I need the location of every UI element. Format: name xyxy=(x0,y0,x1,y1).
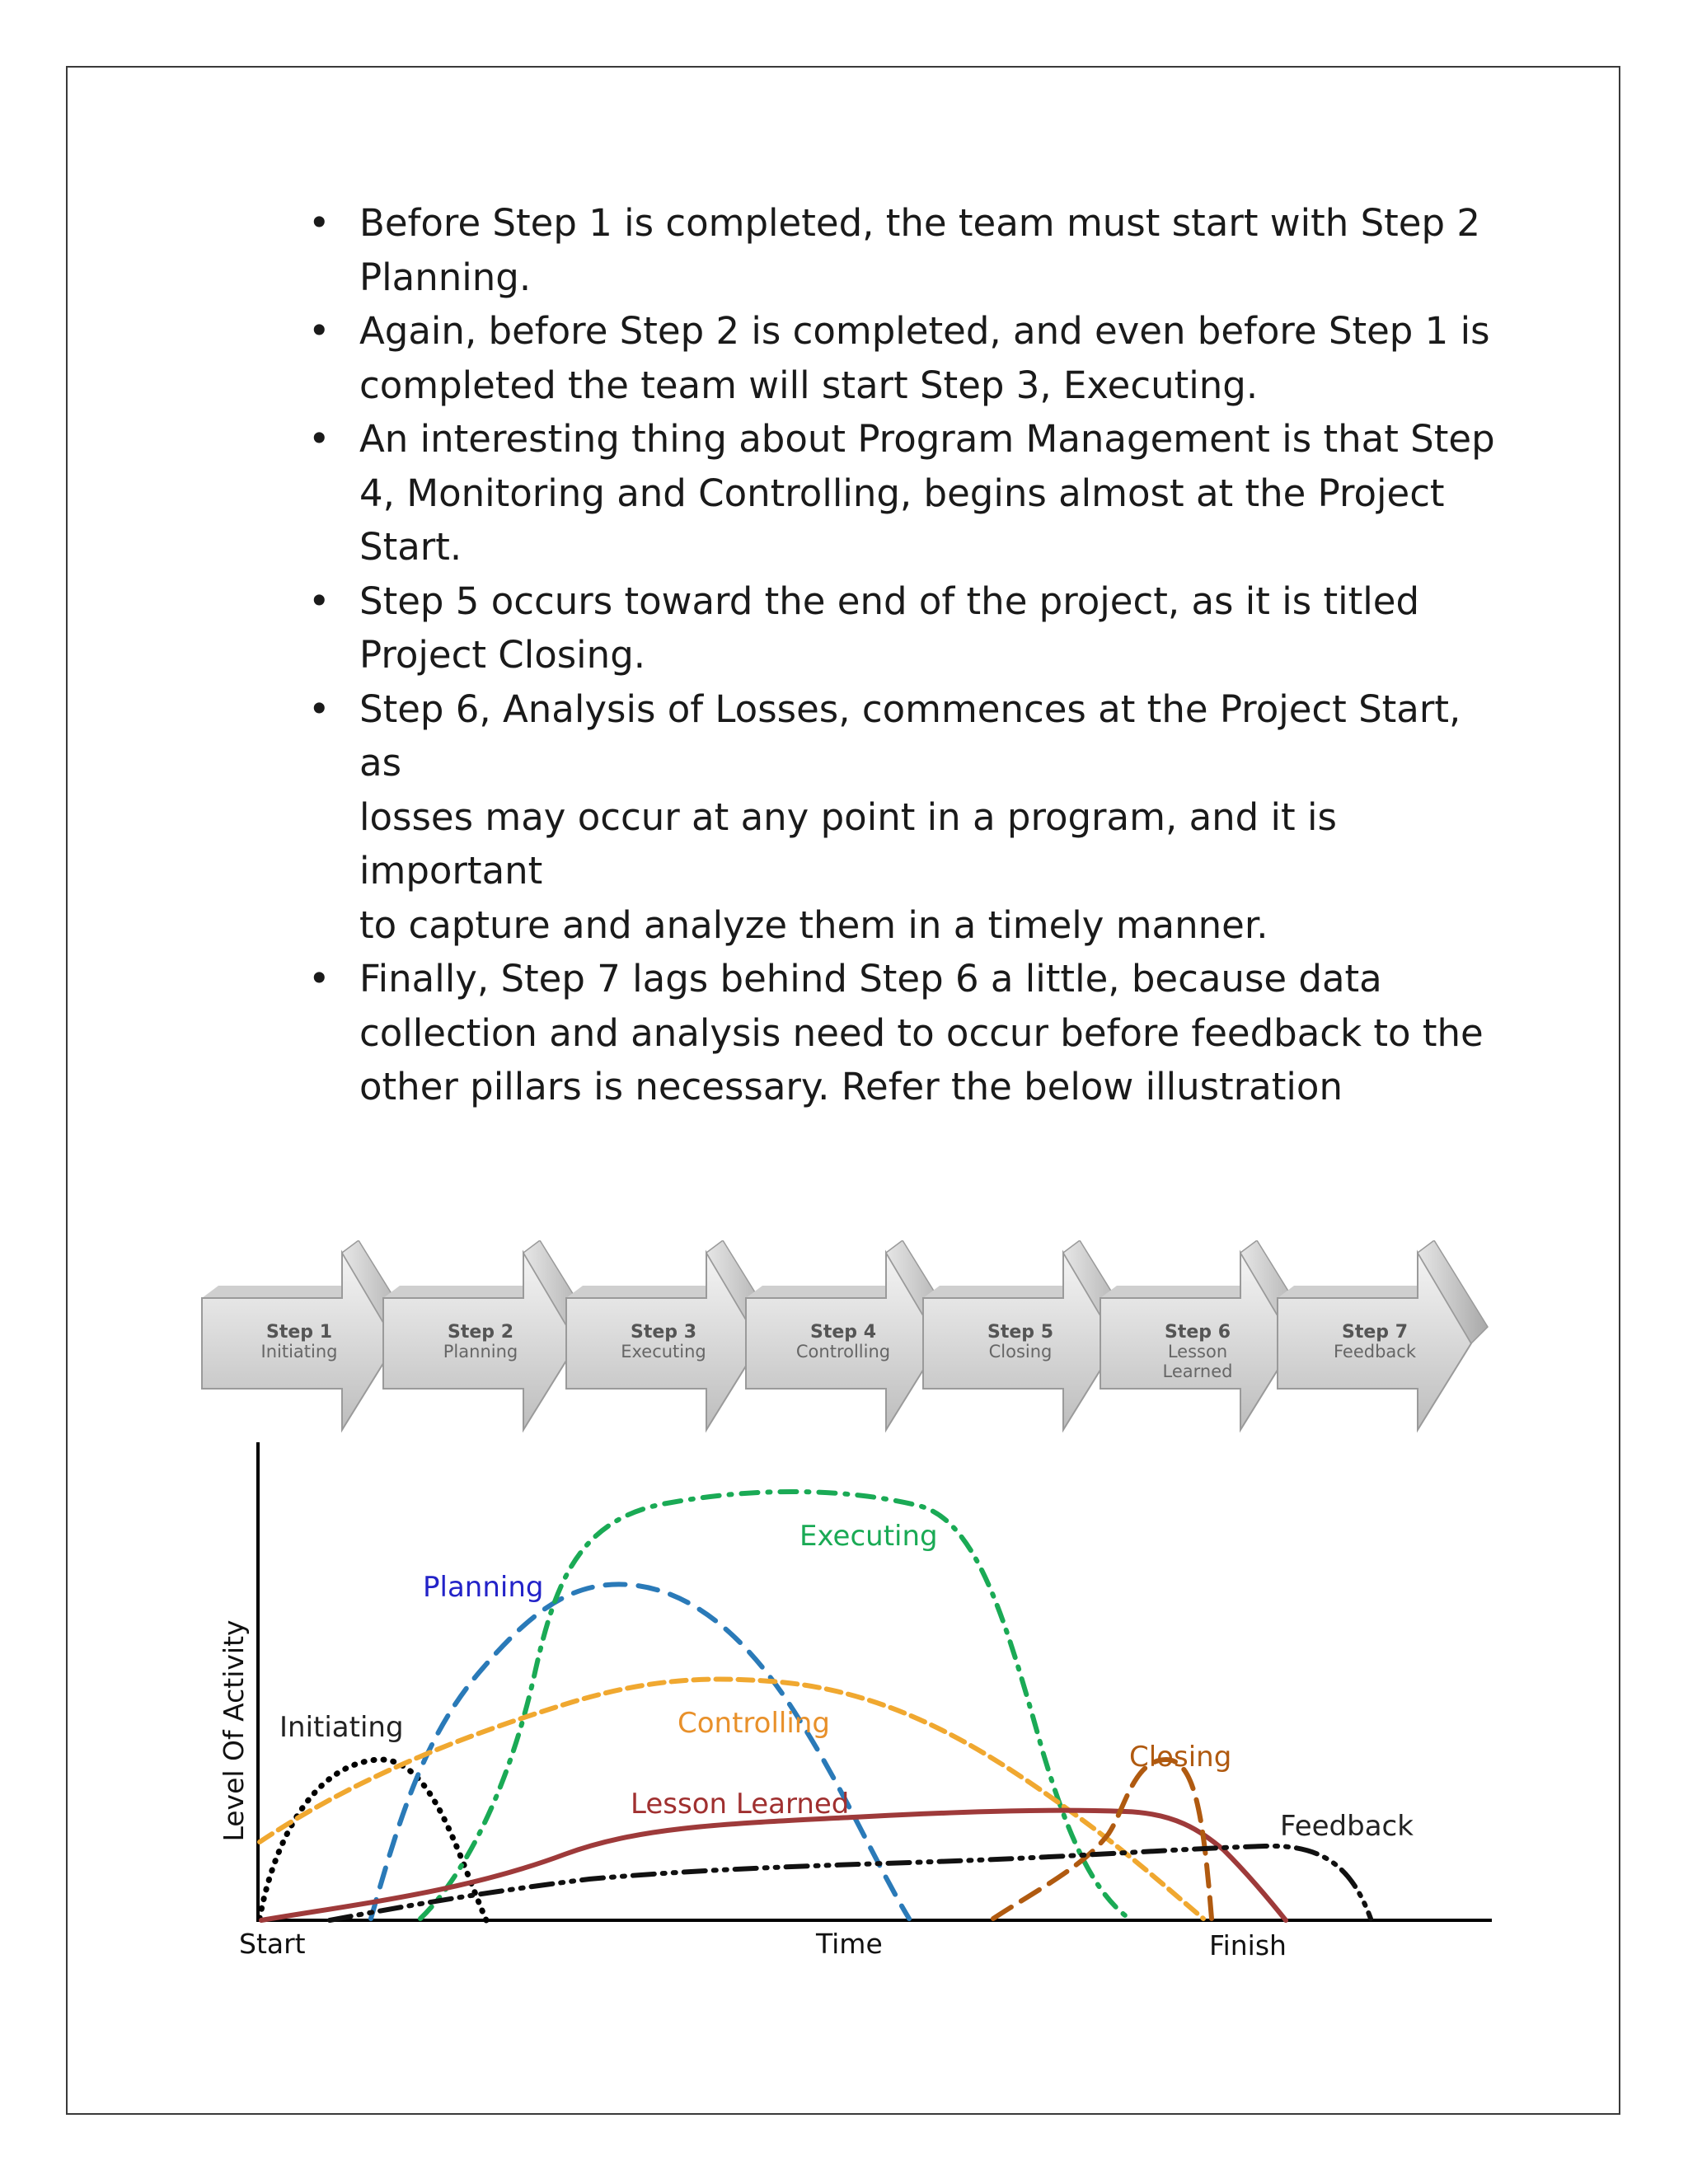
bullet-line: Start. xyxy=(359,525,462,569)
curve-labels xyxy=(279,1520,1414,1843)
bullet-line: Planning. xyxy=(359,255,532,299)
bullet-line: Step 6, Analysis of Losses, commences at the Project Start, as xyxy=(359,687,1461,785)
step-arrows xyxy=(202,1240,1488,1430)
activity-curves xyxy=(260,1492,1371,1920)
step-subtitle: Feedback xyxy=(1333,1342,1417,1361)
x-tick-time: Time xyxy=(816,1928,883,1960)
label-executing: Executing xyxy=(799,1520,938,1553)
step-subtitle: Executing xyxy=(621,1342,706,1361)
bullet-dot: • xyxy=(308,309,331,353)
bullet-line: other pillars is necessary. Refer the below illustration xyxy=(359,1065,1343,1108)
bullet-line: Finally, Step 7 lags behind Step 6 a little, because data xyxy=(359,957,1382,1001)
bullet-line: losses may occur at any point in a program, and it is important xyxy=(359,794,1337,893)
x-tick-start: Start xyxy=(239,1928,306,1960)
bullet-line: Project Closing. xyxy=(359,633,646,677)
step-title: Step 3 xyxy=(631,1322,696,1343)
bullet-line: An interesting thing about Program Management is that Step xyxy=(359,417,1495,461)
bullet-item xyxy=(305,412,1508,574)
bullet-item xyxy=(305,682,1508,953)
step-arrow-3 xyxy=(566,1240,776,1430)
step-subtitle: Planning xyxy=(443,1342,518,1361)
step-subtitle: Initiating xyxy=(260,1342,338,1361)
bullet-list xyxy=(305,196,1508,1114)
label-lesson: Lesson Learned xyxy=(631,1788,850,1821)
step-subtitle: Lesson xyxy=(1167,1342,1228,1361)
step-title: Step 4 xyxy=(810,1322,876,1343)
label-initiating: Initiating xyxy=(279,1711,404,1744)
bullet-dot: • xyxy=(308,687,331,731)
step-subtitle-2: Learned xyxy=(1162,1361,1233,1381)
step-title: Step 2 xyxy=(448,1322,513,1343)
bullet-dot: • xyxy=(308,579,331,623)
curve-feedback xyxy=(330,1846,1371,1920)
curve-executing xyxy=(420,1492,1129,1919)
y-axis-label: Level Of Activity xyxy=(218,1619,250,1842)
step-arrow-2 xyxy=(383,1240,593,1430)
step-arrow-1 xyxy=(202,1240,412,1430)
step-title: Step 6 xyxy=(1165,1322,1231,1343)
step-arrow-7 xyxy=(1278,1240,1488,1430)
bullet-line: 4, Monitoring and Controlling, begins almost at the Project xyxy=(359,471,1445,515)
step-title: Step 5 xyxy=(987,1322,1053,1343)
bullet-dot: • xyxy=(308,201,331,245)
label-closing: Closing xyxy=(1129,1741,1232,1774)
bullet-dot: • xyxy=(308,957,331,1001)
bullet-line: Again, before Step 2 is completed, and even before Step 1 is xyxy=(359,309,1490,353)
x-tick-finish: Finish xyxy=(1209,1929,1287,1961)
bullet-item xyxy=(305,304,1508,412)
bullet-line: Before Step 1 is completed, the team must start with Step 2 xyxy=(359,201,1480,245)
step-subtitle: Controlling xyxy=(795,1342,891,1361)
bullet-line: Step 5 occurs toward the end of the project, as it is titled xyxy=(359,579,1420,623)
curve-initiating xyxy=(260,1760,486,1920)
label-controlling: Controlling xyxy=(678,1707,830,1740)
step-subtitle: Closing xyxy=(988,1342,1053,1361)
bullet-item xyxy=(305,196,1508,304)
label-feedback: Feedback xyxy=(1280,1810,1414,1843)
bullet-item xyxy=(305,574,1508,682)
label-planning: Planning xyxy=(423,1571,544,1604)
bullet-line: to capture and analyze them in a timely manner. xyxy=(359,902,1268,947)
bullet-item xyxy=(305,952,1508,1114)
bullet-dot: • xyxy=(308,417,331,461)
bullet-line: completed the team will start Step 3, Executing. xyxy=(359,363,1259,407)
project-lifecycle-diagram xyxy=(194,1240,1496,1982)
curve-lesson xyxy=(261,1811,1286,1920)
curve-planning xyxy=(371,1584,909,1919)
step-title: Step 7 xyxy=(1342,1322,1408,1343)
step-title: Step 1 xyxy=(266,1322,332,1343)
bullet-line: collection and analysis need to occur before feedback to the xyxy=(359,1010,1484,1055)
